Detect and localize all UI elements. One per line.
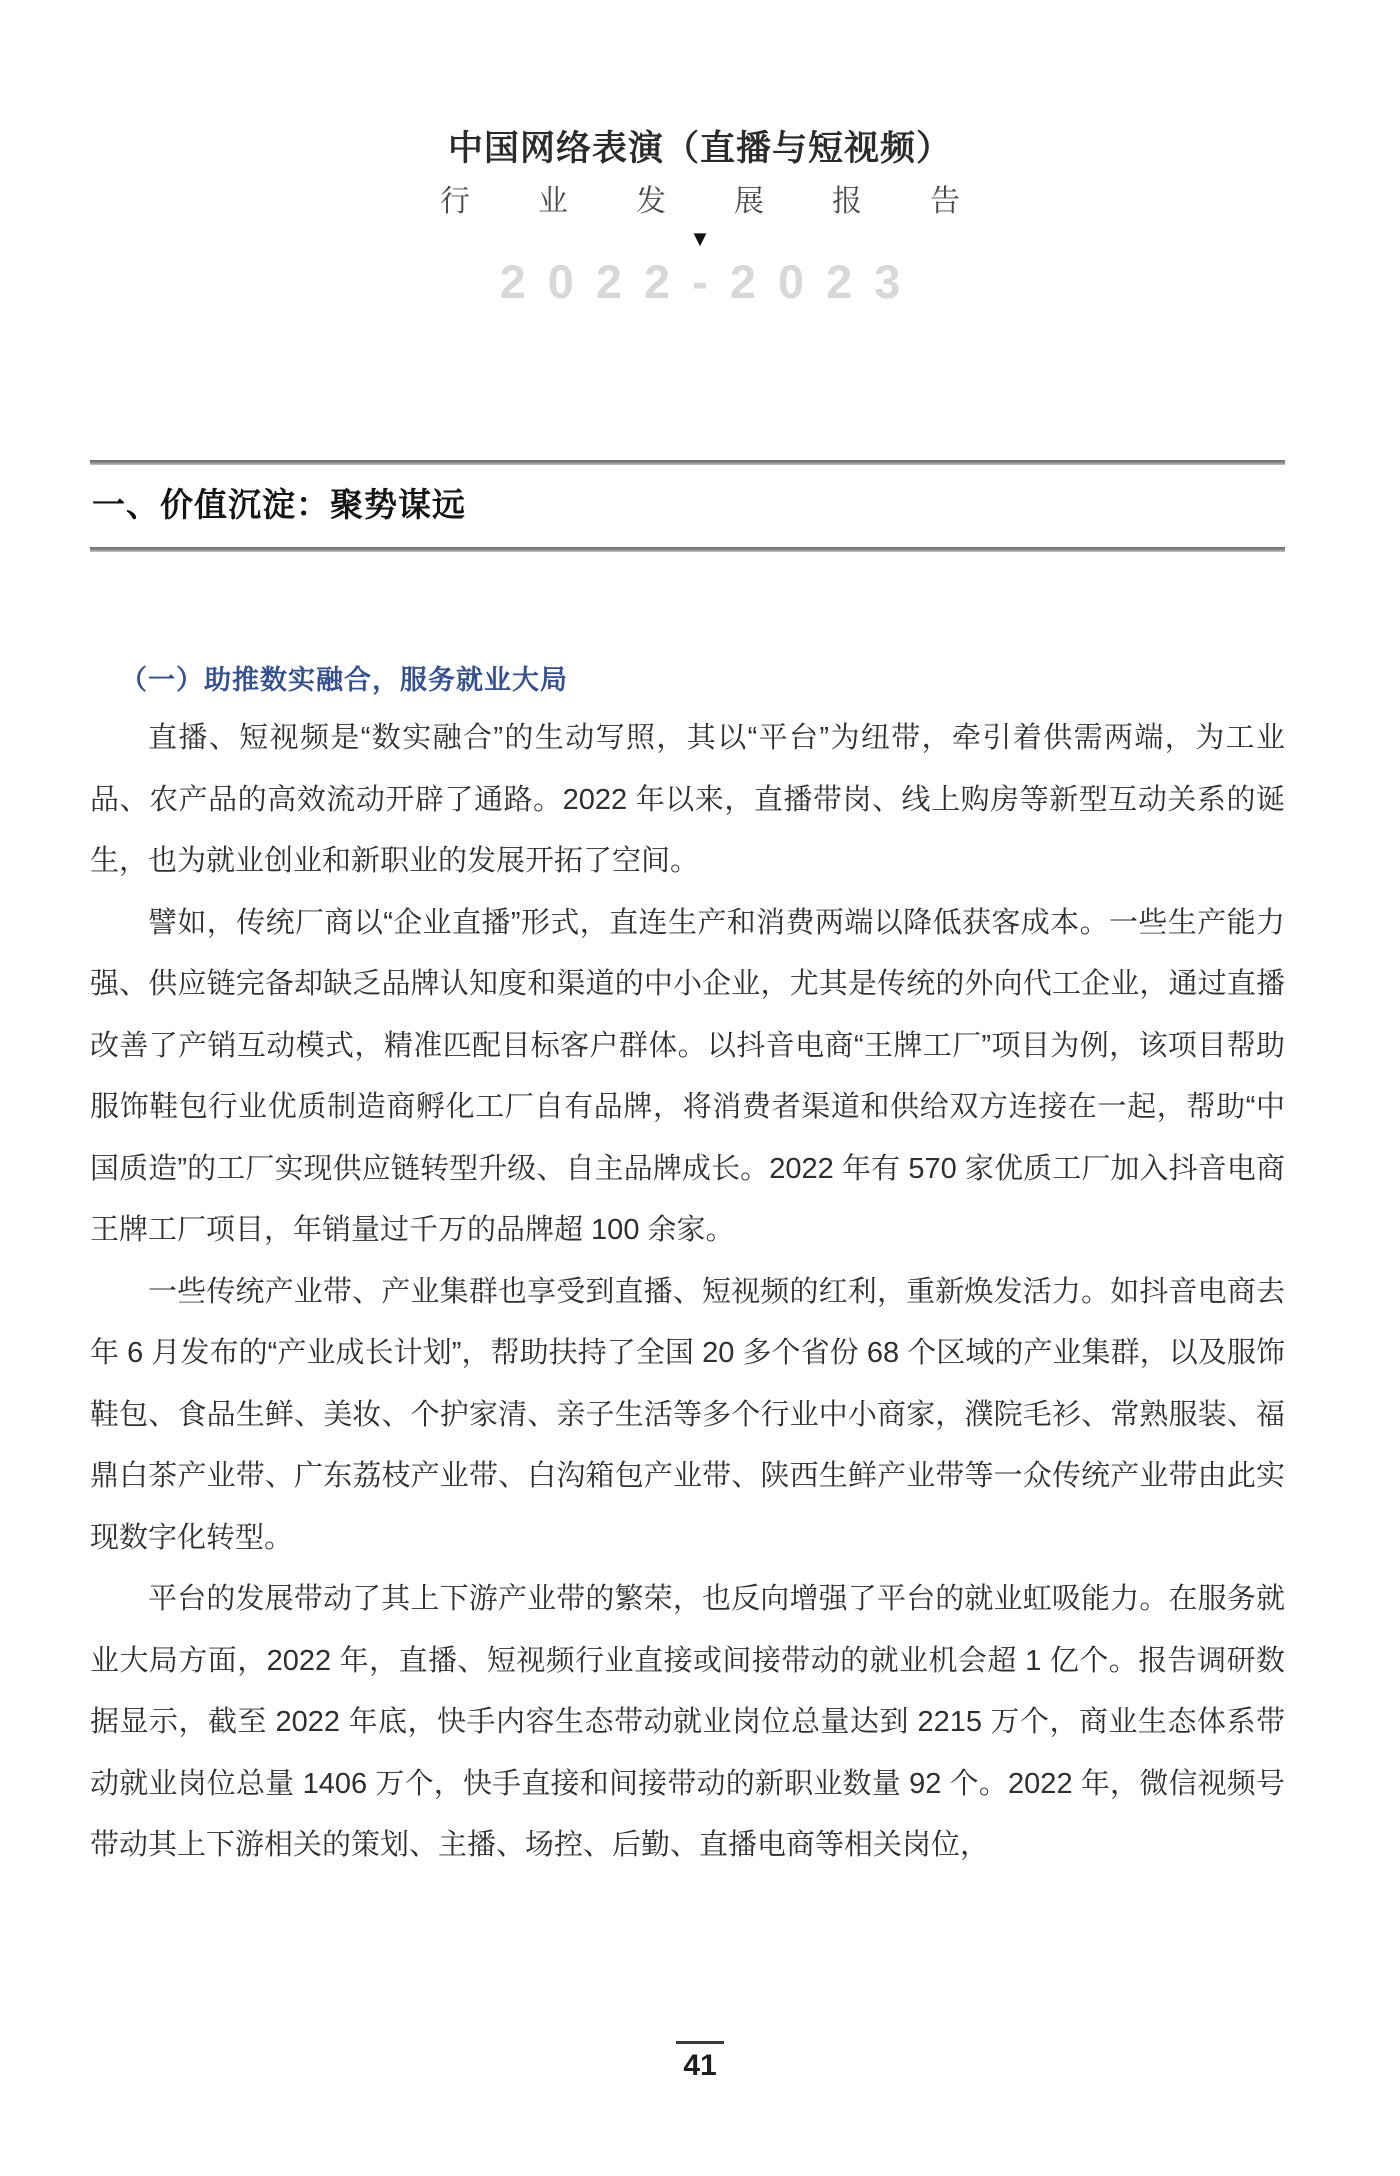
- section-heading: 一、价值沉淀：聚势谋远: [92, 486, 466, 523]
- section-heading-block: [90, 460, 1285, 552]
- report-year-range: 2022-2023: [499, 255, 923, 308]
- down-triangle-icon: ▼: [689, 226, 711, 251]
- paragraph-employment-data: 平台的发展带动了其上下游产业带的繁荣，也反向增强了平台的就业虹吸能力。在服务就业大局方面，2022 年，直播、短视频行业直接或间接带动的就业机会超 1 亿个。报告调研数据显示，截至 2022 年底，快手内容生态带动就业岗位总量达到 2215 万个，商业生态体系带动就业岗位总量 1406 万个，快手直接和间接带动的新职业数量 92 个。2022 年，微信视频号带动其上下游相关的策划、主播、场控、后勤、直播电商等相关岗位，: [90, 1583, 1285, 1861]
- paragraph-enterprise-livestream: 譬如，传统厂商以“企业直播”形式，直连生产和消费两端以降低获客成本。一些生产能力强、供应链完备却缺乏品牌认知度和渠道的中小企业，尤其是传统的外向代工企业，通过直播改善了产销互动模式，精准匹配目标客户群体。以抖音电商“王牌工厂”项目为例，该项目帮助服饰鞋包行业优质制造商孵化工厂自有品牌，将消费者渠道和供给双方连接在一起，帮助“中国质造”的工厂实现供应链转型升级、自主品牌成长。2022 年有 570 家优质工厂加入抖音电商王牌工厂项目，年销量过千万的品牌超 100 余家。: [90, 906, 1285, 1246]
- report-subtitle: 行业发展报告: [440, 185, 960, 218]
- footer-rule: [676, 2041, 724, 2044]
- paragraph-industrial-belts: 一些传统产业带、产业集群也享受到直播、短视频的红利，重新焕发活力。如抖音电商去年 6 月发布的“产业成长计划”，帮助扶持了全国 20 多个省份 68 个区域的产业集群，以及服饰鞋包、食品生鲜、美妆、个护家清、亲子生活等多个行业中小商家，濮院毛衫、常熟服装、福鼎白茶产业带、广东荔枝产业带、白沟箱包产业带、陕西生鲜产业带等一众传统产业带由此实现数字化转型。: [90, 1275, 1285, 1554]
- paragraph-digital-real-integration: 直播、短视频是“数实融合”的生动写照，其以“平台”为纽带，牵引着供需两端，为工业品、农产品的高效流动开辟了通路。2022 年以来，直播带岗、线上购房等新型互动关系的诞生，也为就业创业和新职业的发展开拓了空间。: [90, 722, 1285, 877]
- page-footer: [0, 2041, 1400, 2083]
- report-title: 中国网络表演（直播与短视频）: [447, 129, 952, 168]
- page-number: 41: [683, 2049, 717, 2082]
- section-bottom-rule: [90, 547, 1285, 552]
- subsection-heading: （一）助推数实融合，服务就业大局: [120, 665, 568, 695]
- body-text: [90, 708, 1285, 1877]
- report-page: [0, 126, 1400, 2082]
- report-header: [440, 126, 960, 310]
